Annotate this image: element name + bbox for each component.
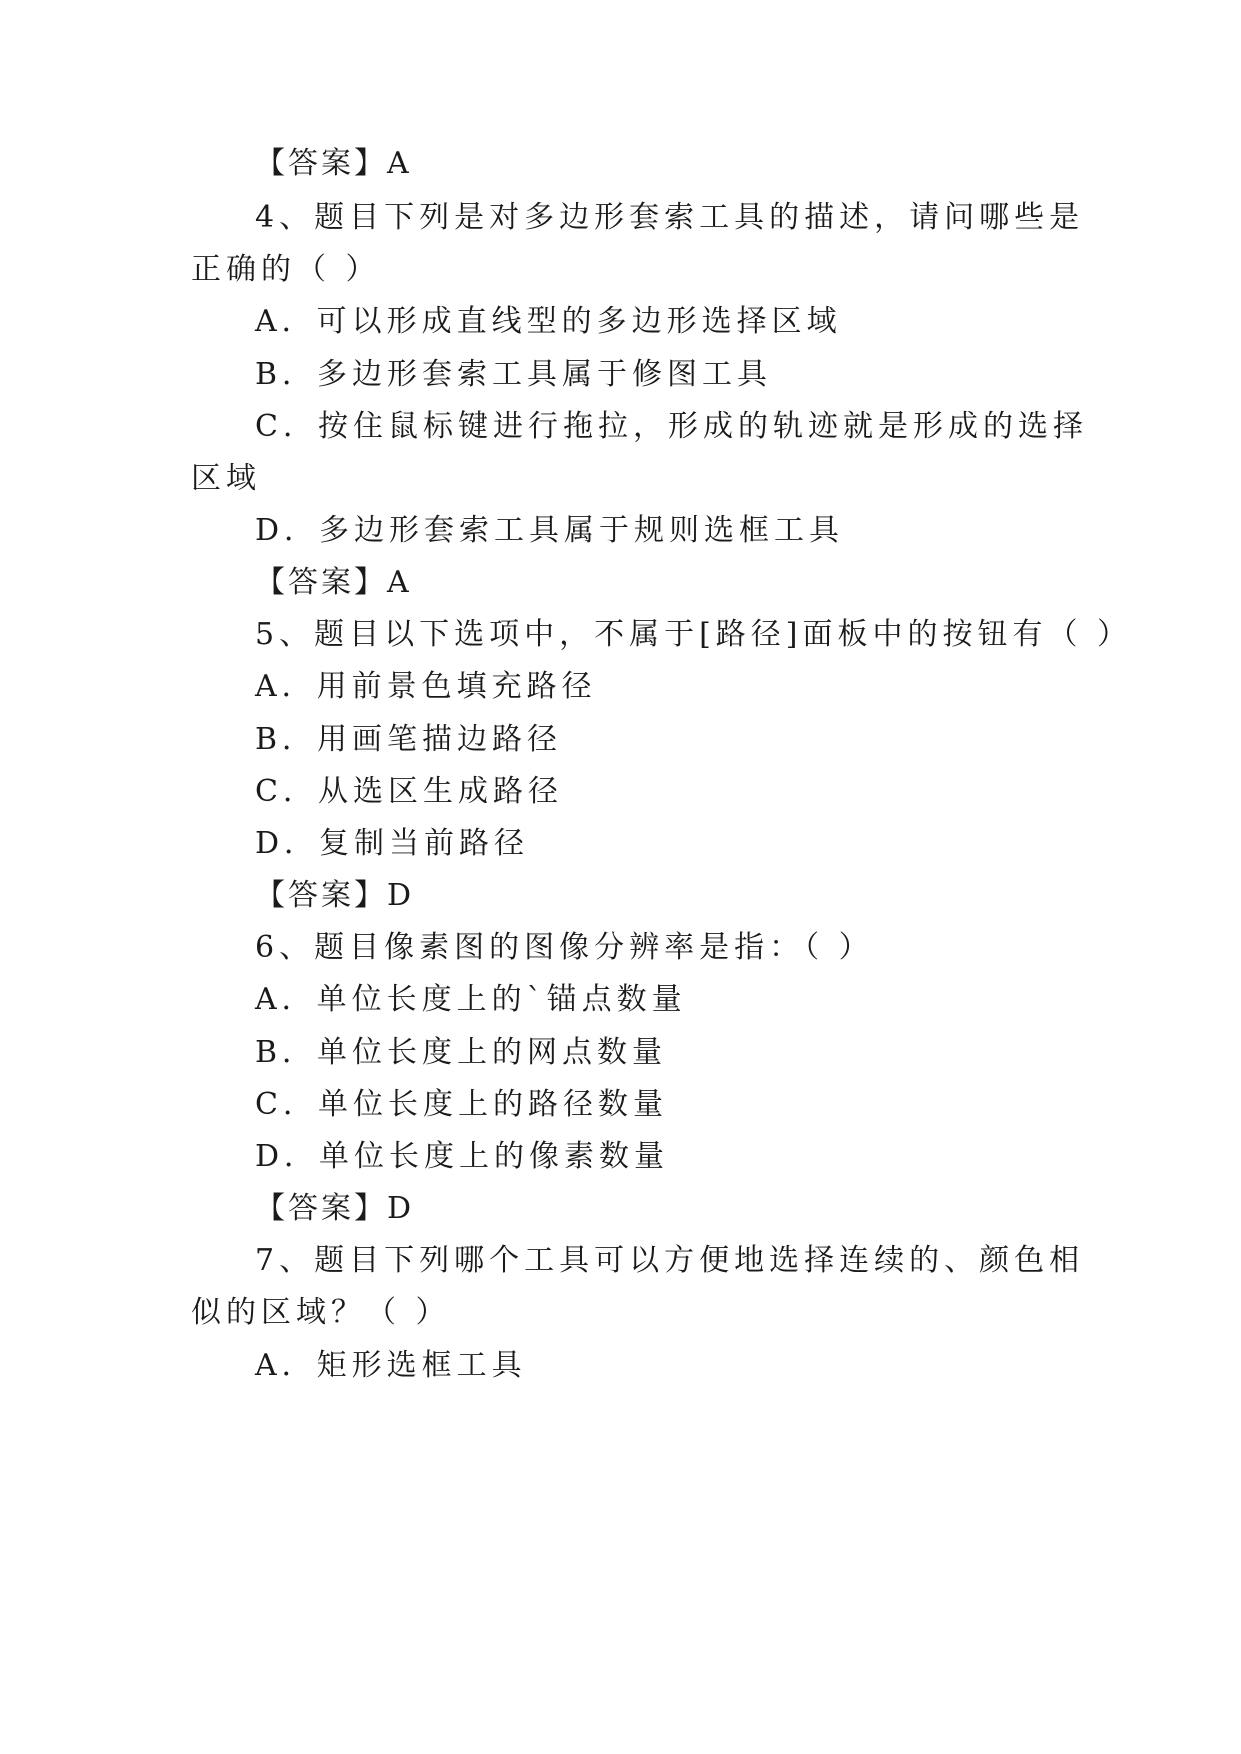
question-6-option-c: C．单位长度上的路径数量 xyxy=(255,1087,668,1122)
question-5-option-d: D．复制当前路径 xyxy=(255,826,530,861)
question-7-option-a: A．矩形选框工具 xyxy=(255,1348,527,1383)
question-6-option-d: D．单位长度上的像素数量 xyxy=(255,1139,670,1174)
question-5-option-c: C．从选区生成路径 xyxy=(255,774,563,809)
question-6-text: 6、题目像素图的图像分辨率是指：（ ） xyxy=(255,930,874,965)
question-4-text-line-2: 正确的（ ） xyxy=(191,252,381,287)
question-5-option-a: A．用前景色填充路径 xyxy=(255,669,597,704)
question-4-answer: 【答案】A xyxy=(255,565,412,600)
answer-line: 【答案】A xyxy=(255,146,412,181)
question-5-answer: 【答案】D xyxy=(255,878,415,913)
question-7-text-line-2: 似的区域？（ ） xyxy=(191,1295,451,1330)
question-4-option-d: D．多边形套索工具属于规则选框工具 xyxy=(255,513,845,548)
question-5-text: 5、题目以下选项中，不属于[路径]面板中的按钮有（ ） xyxy=(255,617,1133,652)
question-5-option-b: B．用画笔描边路径 xyxy=(255,722,563,757)
question-6-option-a: A．单位长度上的`锚点数量 xyxy=(255,982,687,1017)
question-4-option-b: B．多边形套索工具属于修图工具 xyxy=(255,357,773,392)
question-4-option-c-line-2: 区域 xyxy=(191,461,261,496)
question-6-option-b: B．单位长度上的网点数量 xyxy=(255,1035,668,1070)
question-4-option-c-line-1: C．按住鼠标键进行拖拉，形成的轨迹就是形成的选择 xyxy=(255,409,1088,444)
question-6-answer: 【答案】D xyxy=(255,1191,415,1226)
question-4-option-a: A．可以形成直线型的多边形选择区域 xyxy=(255,304,842,339)
question-7-text-line-1: 7、题目下列哪个工具可以方便地选择连续的、颜色相 xyxy=(255,1243,1085,1278)
question-4-text-line-1: 4、题目下列是对多边形套索工具的描述，请问哪些是 xyxy=(255,200,1085,235)
